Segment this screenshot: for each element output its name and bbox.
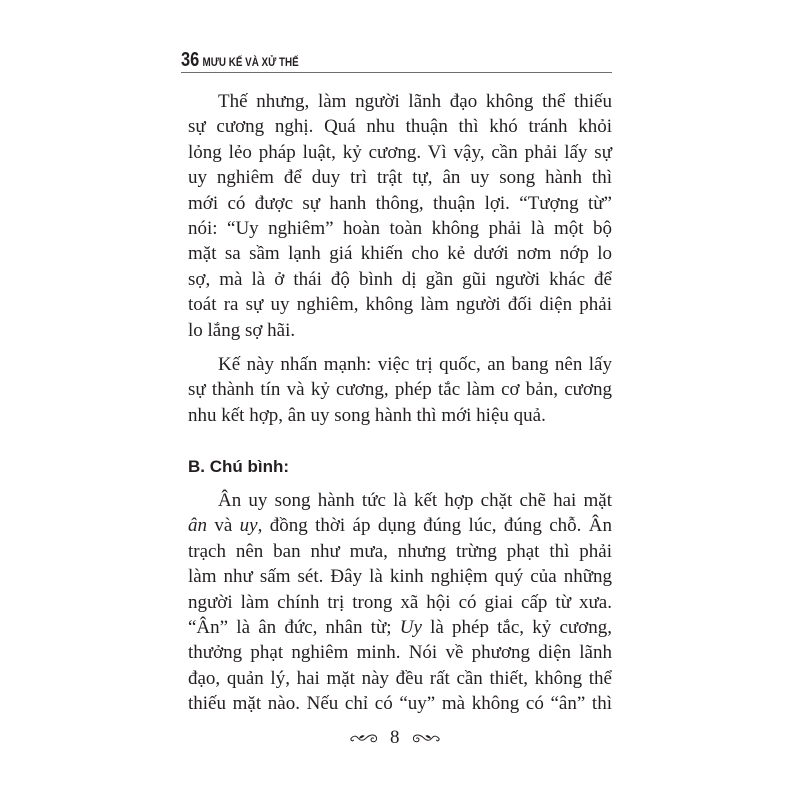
text-line: lỏng lẻo pháp luật, kỷ cương. Vì vậy, cần phải lấy sự bbox=[188, 141, 612, 163]
text-line: nói: “Uy nghiêm” hoàn toàn không phải là một bộ bbox=[188, 217, 612, 239]
text-segment: “Ân” là ân đức, nhân từ; bbox=[188, 616, 400, 638]
text-line: người làm chính trị trong xã hội có giai cấp từ xưa. bbox=[188, 591, 612, 613]
text-segment: và bbox=[207, 515, 240, 537]
page-footer bbox=[350, 728, 440, 748]
text-line: trạch nên ban như mưa, nhưng trừng phạt thì phải bbox=[188, 540, 612, 562]
header-chapter-number: 36 bbox=[181, 49, 200, 71]
text-line: Kế này nhấn mạnh: việc trị quốc, an bang nên lấy bbox=[218, 354, 612, 375]
text-line: Thế nhưng, làm người lãnh đạo không thể thiếu bbox=[218, 91, 612, 112]
emphasis-text: Uy bbox=[399, 616, 422, 638]
text-line: làm như sấm sét. Đây là kinh nghiệm quý của những bbox=[188, 566, 612, 588]
body-paragraph bbox=[188, 488, 612, 717]
text-line: uy nghiêm để duy trì trật tự, ân uy song hành thì bbox=[188, 167, 612, 189]
text-line: toát ra sự uy nghiêm, không làm người đối diện phải bbox=[188, 294, 612, 316]
text-line: thưởng phạt nghiêm minh. Nói về phương diện lãnh bbox=[188, 642, 612, 664]
emphasis-text: ân bbox=[188, 515, 207, 537]
page-number: 8 bbox=[390, 727, 400, 748]
text-line: sợ, mà là ở thái độ bình dị gần gũi người khác để bbox=[188, 268, 612, 290]
text-line: mặt sa sầm lạnh giá khiến cho kẻ dưới nơm nớp lo bbox=[188, 243, 612, 265]
text-segment: , đồng thời áp dụng đúng lúc, đúng chỗ. Ân bbox=[257, 515, 612, 537]
text-line: lo lắng sợ hãi. bbox=[188, 319, 296, 341]
text-line: sự thành tín và kỷ cương, phép tắc làm cơ bản, cương bbox=[188, 379, 612, 401]
text-line bbox=[188, 513, 612, 538]
body-paragraph bbox=[188, 352, 612, 428]
text-segment: là phép tắc, kỷ cương, bbox=[421, 616, 612, 638]
flourish-right-icon bbox=[412, 732, 440, 744]
text-line: thiếu mặt nào. Nếu chỉ có “uy” mà không có “ân” thì bbox=[188, 693, 612, 715]
emphasis-text: uy bbox=[239, 515, 258, 537]
section-heading: B. Chú bình: bbox=[188, 457, 290, 476]
text-line: nhu kết hợp, ân uy song hành thì mới hiệu quả. bbox=[188, 404, 546, 426]
text-line: sự cương nghị. Quá nhu thuận thì khó tránh khỏi bbox=[188, 116, 612, 138]
text-line: Ân uy song hành tức là kết hợp chặt chẽ hai mặt bbox=[218, 490, 612, 511]
text-line: mới có được sự hanh thông, thuận lợi. “Tượng từ” bbox=[188, 192, 612, 214]
running-header bbox=[181, 50, 299, 70]
header-rule bbox=[181, 72, 612, 73]
text-line bbox=[188, 615, 612, 640]
flourish-left-icon bbox=[350, 732, 378, 744]
text-line: đạo, quản lý, hai mặt này đều rất cần thiết, không thể bbox=[188, 667, 612, 689]
body-paragraph bbox=[188, 89, 612, 343]
header-book-title: MƯU KẾ VÀ XỬ THẾ bbox=[202, 55, 299, 69]
